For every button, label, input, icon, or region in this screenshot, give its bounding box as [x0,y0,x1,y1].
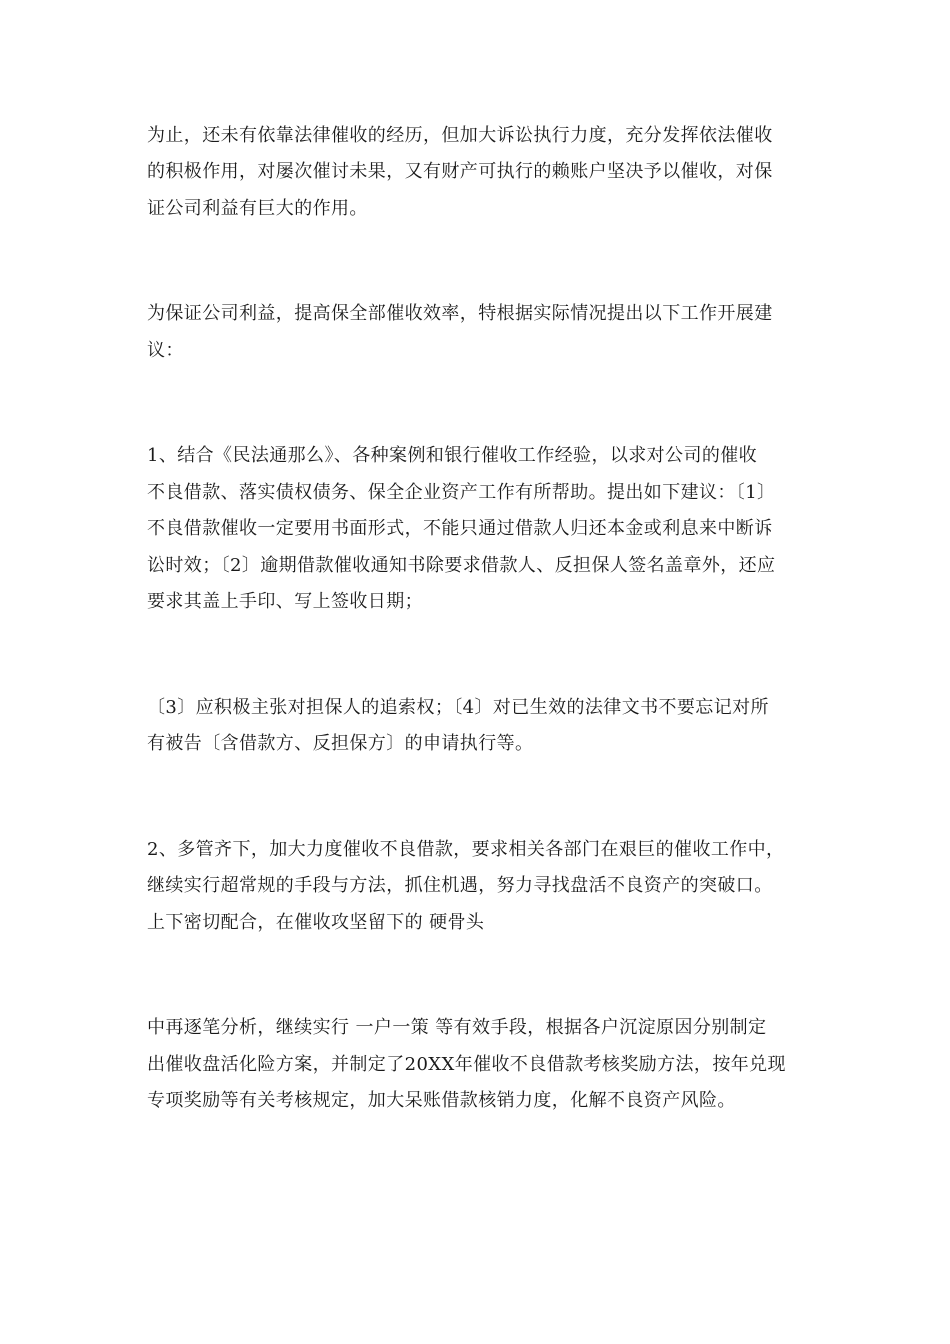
paragraph-1-line-2: 的积极作用，对屡次催讨未果，又有财产可执行的赖账户坚决予以催收，对保 [147,161,773,182]
paragraph-6-line-1: 中再逐笔分析，继续实行 一户一策 等有效手段，根据各户沉淀原因分别制定 [147,1017,767,1038]
paragraph-2-line-1: 为保证公司利益，提高保全部催收效率，特根据实际情况提出以下工作开展建 [147,303,773,324]
paragraph-3-line-2: 不良借款、落实债权债务、保全企业资产工作有所帮助。提出如下建议：〔1〕 [147,482,776,503]
paragraph-3-line-4: 讼时效；〔2〕逾期借款催收通知书除要求借款人、反担保人签名盖章外，还应 [147,555,776,576]
paragraph-6-line-2: 出催收盘活化险方案，并制定了20XX年催收不良借款考核奖励方法，按年兑现 [147,1054,786,1075]
paragraph-5-line-3: 上下密切配合，在催收攻坚留下的 硬骨头 [147,912,485,933]
paragraph-1-line-3: 证公司利益有巨大的作用。 [147,198,368,219]
paragraph-2-line-2: 议： [147,340,184,361]
paragraph-3-line-5: 要求其盖上手印、写上签收日期； [147,591,423,612]
paragraph-3-line-3: 不良借款催收一定要用书面形式，不能只通过借款人归还本金或利息来中断诉 [147,518,773,539]
paragraph-6-line-3: 专项奖励等有关考核规定，加大呆账借款核销力度，化解不良资产风险。 [147,1090,736,1111]
paragraph-5-line-1: 2、多管齐下，加大力度催收不良借款，要求相关各部门在艰巨的催收工作中， [147,839,785,860]
paragraph-5-line-2: 继续实行超常规的手段与方法，抓住机遇，努力寻找盘活不良资产的突破口。 [147,875,773,896]
paragraph-3-line-1: 1、结合《民法通那么》、各种案例和银行催收工作经验，以求对公司的催收 [147,445,758,466]
paragraph-4-line-2: 有被告〔含借款方、反担保方〕的申请执行等。 [147,733,534,754]
paragraph-4-line-1: 〔3〕应积极主张对担保人的追索权；〔4〕对已生效的法律文书不要忘记对所 [147,697,769,718]
paragraph-1-line-1: 为止，还未有依靠法律催收的经历，但加大诉讼执行力度，充分发挥依法催收 [147,125,773,146]
